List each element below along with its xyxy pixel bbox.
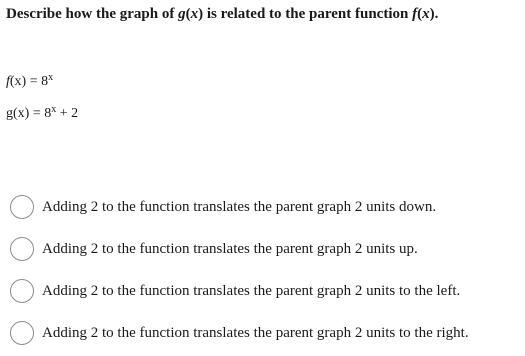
- question-f-open: (: [417, 6, 423, 22]
- answer-option-left[interactable]: [10, 278, 460, 304]
- parent-function-f: [6, 74, 53, 90]
- question-g-open: (: [185, 6, 191, 22]
- answer-option-down[interactable]: [10, 194, 436, 220]
- g-exponent: x: [51, 104, 57, 115]
- f-lhs: (x) = 8: [9, 74, 49, 89]
- answer-label-right: Adding 2 to the function translates the parent graph 2 units to the right.: [42, 324, 469, 341]
- answer-option-right[interactable]: [10, 320, 469, 346]
- answer-option-up[interactable]: [10, 236, 418, 262]
- g-lhs: g(x) = 8: [6, 106, 52, 121]
- question-g-close: ): [198, 6, 204, 22]
- radio-button-up[interactable]: [10, 237, 34, 261]
- question-prompt: [6, 6, 438, 23]
- question-text-middle: is related to the parent function: [203, 6, 413, 22]
- question-f-name: f: [412, 6, 418, 22]
- answer-label-up: Adding 2 to the function translates the parent graph 2 units up.: [42, 240, 418, 257]
- question-g-var: x: [190, 6, 199, 22]
- function-g: [6, 106, 78, 122]
- f-exponent: x: [48, 72, 54, 83]
- question-g-name: g: [178, 6, 186, 22]
- question-f-var: x: [422, 6, 430, 22]
- radio-button-left[interactable]: [10, 279, 34, 303]
- radio-button-down[interactable]: [10, 195, 34, 219]
- answer-label-left: Adding 2 to the function translates the parent graph 2 units to the left.: [42, 282, 461, 299]
- g-tail: + 2: [56, 106, 79, 121]
- radio-button-right[interactable]: [10, 321, 34, 345]
- f-name: f: [6, 74, 10, 89]
- answer-label-down: Adding 2 to the function translates the parent graph 2 units down.: [42, 198, 437, 215]
- question-f-close: ).: [429, 6, 439, 22]
- question-text-prefix: Describe how the graph of: [6, 6, 179, 22]
